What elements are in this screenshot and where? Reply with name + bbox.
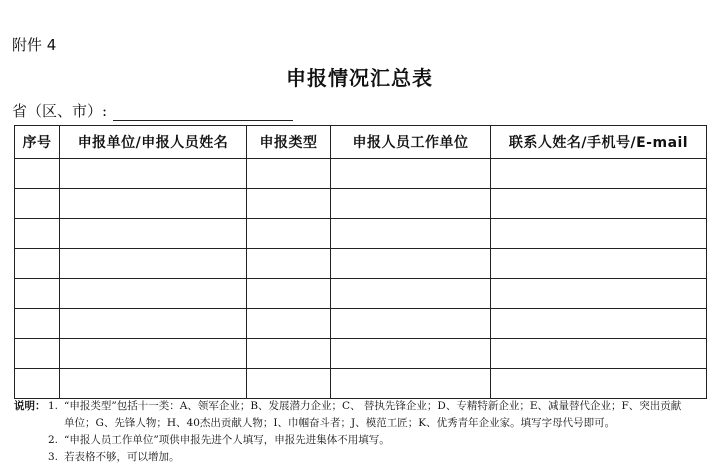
- table-cell[interactable]: [15, 339, 60, 369]
- table-cell[interactable]: [60, 249, 247, 279]
- table-cell[interactable]: [331, 279, 491, 309]
- note-text: “申报类型”包括十一类：A、领军企业；B、发展潜力企业；C、 替执先锋企业；D、专精特新企业；E、减量替代企业；F、突出贡献: [64, 400, 682, 412]
- note-number: 2.: [48, 434, 59, 446]
- table-cell[interactable]: [331, 369, 491, 399]
- table-row: [15, 189, 707, 219]
- table-cell[interactable]: [60, 339, 247, 369]
- table-cell[interactable]: [491, 309, 707, 339]
- table-cell[interactable]: [15, 159, 60, 189]
- header-applicant: 申报单位/申报人员姓名: [60, 126, 247, 159]
- table-cell[interactable]: [60, 369, 247, 399]
- table-cell[interactable]: [491, 159, 707, 189]
- table-cell[interactable]: [331, 219, 491, 249]
- table-cell[interactable]: [247, 249, 331, 279]
- province-label: 省（区、市）:: [12, 102, 108, 120]
- table-cell[interactable]: [60, 189, 247, 219]
- table-row: [15, 309, 707, 339]
- header-contact: 联系人姓名/手机号/E-mail: [491, 126, 707, 159]
- note-text: 若表格不够，可以增加。: [64, 451, 180, 463]
- note-text: 单位；G、先锋人物；H、40杰出贡献人物；I、巾帼奋斗者；J、模范工匠；K、优秀青年企业家。填写字母代号即可。: [64, 417, 616, 429]
- header-index: 序号: [15, 126, 60, 159]
- table-cell[interactable]: [60, 159, 247, 189]
- table-cell[interactable]: [15, 279, 60, 309]
- table-cell[interactable]: [247, 189, 331, 219]
- table-row: [15, 249, 707, 279]
- table-cell[interactable]: [491, 339, 707, 369]
- table-row: [15, 159, 707, 189]
- attachment-label: 附件 4: [12, 36, 57, 54]
- table-cell[interactable]: [247, 279, 331, 309]
- table-cell[interactable]: [60, 279, 247, 309]
- header-type: 申报类型: [247, 126, 331, 159]
- table-header-row: [15, 126, 707, 159]
- table-cell[interactable]: [491, 219, 707, 249]
- table-cell[interactable]: [331, 309, 491, 339]
- table-cell[interactable]: [247, 159, 331, 189]
- header-workplace: 申报人员工作单位: [331, 126, 491, 159]
- table-cell[interactable]: [491, 189, 707, 219]
- table-row: [15, 369, 707, 399]
- table-cell[interactable]: [60, 309, 247, 339]
- table-cell[interactable]: [491, 249, 707, 279]
- table-cell[interactable]: [15, 219, 60, 249]
- page-title: 申报情况汇总表: [286, 66, 433, 90]
- table-row: [15, 219, 707, 249]
- note-number: 3.: [48, 451, 59, 463]
- table-cell[interactable]: [491, 369, 707, 399]
- table-row: [15, 279, 707, 309]
- table-cell[interactable]: [331, 339, 491, 369]
- table-cell[interactable]: [247, 219, 331, 249]
- note-number: 1.: [48, 400, 59, 412]
- notes-label: 说明：: [14, 400, 46, 412]
- table-body: [15, 159, 707, 399]
- table-cell[interactable]: [331, 249, 491, 279]
- table-cell[interactable]: [331, 159, 491, 189]
- table-row: [15, 339, 707, 369]
- table-cell[interactable]: [60, 219, 247, 249]
- table-cell[interactable]: [247, 339, 331, 369]
- table-cell[interactable]: [247, 369, 331, 399]
- table-cell[interactable]: [331, 189, 491, 219]
- table-cell[interactable]: [15, 189, 60, 219]
- table-cell[interactable]: [15, 249, 60, 279]
- province-blank-line[interactable]: [113, 104, 293, 121]
- table-cell[interactable]: [247, 309, 331, 339]
- table-cell[interactable]: [15, 309, 60, 339]
- notes: [14, 398, 714, 466]
- province-field: [12, 100, 293, 121]
- note-text: “申报人员工作单位”项供申报先进个人填写，申报先进集体不用填写。: [64, 434, 390, 446]
- summary-table: [14, 125, 707, 399]
- table-cell[interactable]: [491, 279, 707, 309]
- table-cell[interactable]: [15, 369, 60, 399]
